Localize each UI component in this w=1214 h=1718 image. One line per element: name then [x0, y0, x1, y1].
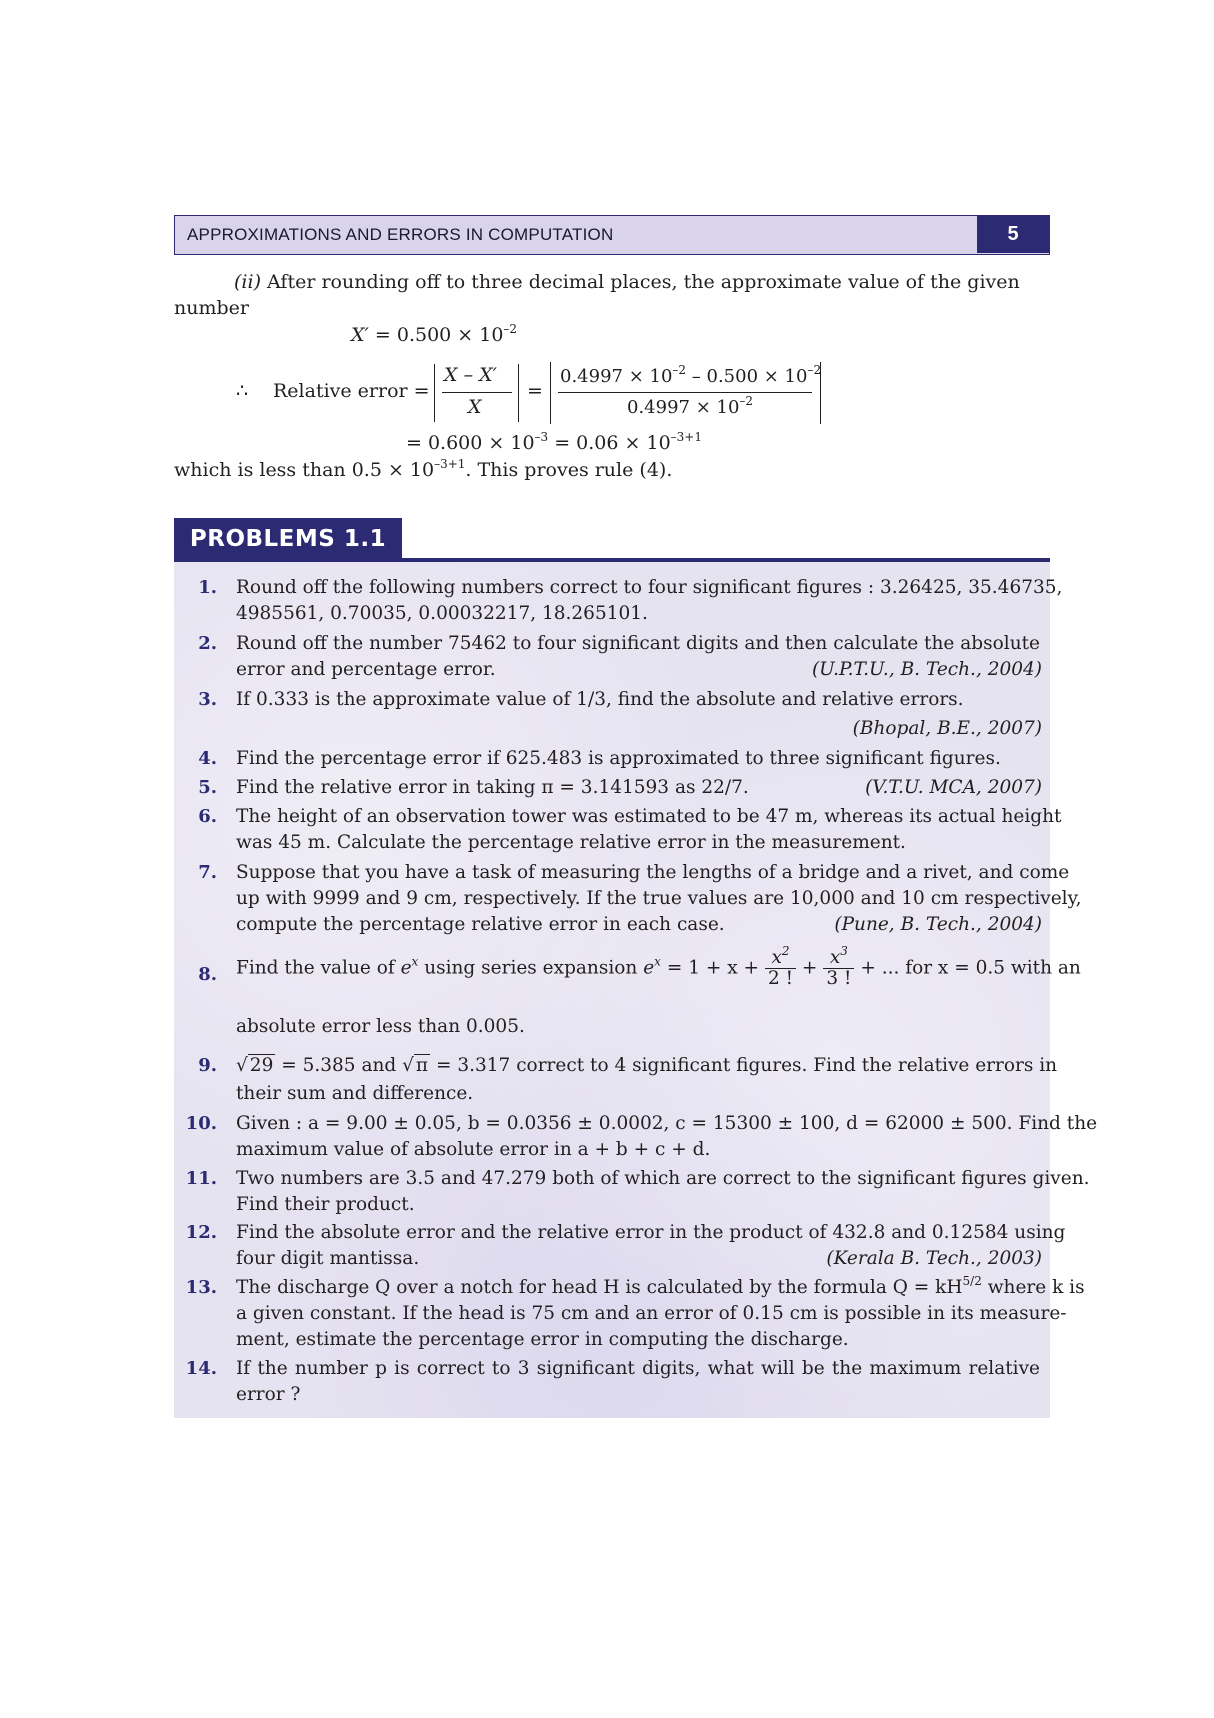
page-number: 5: [977, 216, 1049, 253]
abs-bar-right-1: [518, 364, 519, 422]
problem-10-line-1: Given : a = 9.00 ± 0.05, b = 0.0356 ± 0.0002, c = 15300 ± 100, d = 62000 ± 500. Find the: [236, 1113, 1098, 1134]
problem-2-line-1: Round off the number 75462 to four significant digits and then calculate the absolute: [236, 633, 1040, 654]
abs-bar-right-2: [820, 362, 821, 424]
sqrt-29: 29: [249, 1055, 274, 1076]
problem-12-number: 12.: [185, 1222, 217, 1243]
problem-12-line-1: Find the absolute error and the relative error in the product of 432.8 and 0.12584 using: [236, 1222, 1066, 1243]
problem-5-number: 5.: [198, 777, 217, 798]
problem-7-line-2: up with 9999 and 9 cm, respectively. If the true values are 10,000 and 10 cm respectively,: [236, 888, 1082, 909]
problem-1-line-1: Round off the following numbers correct to four significant figures : 3.26425, 35.46735,: [236, 577, 1063, 598]
fraction2-bar: [558, 392, 812, 393]
intro-line-1: (ii) After rounding off to three decimal places, the approximate value of the given: [234, 271, 1020, 293]
problem-3-number: 3.: [198, 689, 217, 710]
running-header: [174, 215, 1050, 255]
abs-bar-left-2: [550, 362, 551, 424]
problem-5-source: (V.T.U. MCA, 2007): [865, 777, 1042, 798]
problem-9-number: 9.: [198, 1055, 217, 1076]
therefore-symbol: ∴: [236, 380, 249, 402]
problem-2-line-2: error and percentage error.: [236, 659, 496, 680]
problem-2-source: (U.P.T.U., B. Tech., 2004): [811, 659, 1042, 680]
fraction1-numerator: X – X′: [444, 364, 497, 386]
problem-7-number: 7.: [198, 862, 217, 883]
abs-bar-left-1: [434, 364, 435, 422]
fraction1-denominator: X: [468, 396, 482, 418]
sqrt-pi: π: [415, 1055, 429, 1076]
problem-11-number: 11.: [185, 1168, 217, 1189]
problem-14-line-1: If the number p is correct to 3 significant digits, what will be the maximum relative: [236, 1358, 1040, 1379]
header-title: APPROXIMATIONS AND ERRORS IN COMPUTATION: [187, 225, 614, 244]
problem-10-line-2: maximum value of absolute error in a + b + c + d.: [236, 1139, 711, 1160]
problem-7-line-3: compute the percentage relative error in each case.: [236, 914, 725, 935]
series-fraction-x2: $\frac{x^2}{2 !}$: [765, 948, 796, 989]
problem-13-line-1: The discharge Q over a notch for head H is calculated by the formula $Q = kH^{5/2}$ where k is: [236, 1274, 1085, 1298]
intro-line-2: number: [174, 297, 249, 319]
problem-9-line-2: their sum and difference.: [236, 1083, 474, 1104]
problem-6-line-1: The height of an observation tower was estimated to be 47 m, whereas its actual height: [236, 806, 1062, 827]
relative-error-label: Relative error =: [273, 380, 430, 402]
result-equation: = $0.600 \times 10^{-3} = 0.06 \times 10^{-3+1}$: [406, 430, 702, 454]
problem-12-line-2: four digit mantissa.: [236, 1248, 420, 1269]
problems-heading-rule: [174, 558, 1050, 562]
problem-6-number: 6.: [198, 806, 217, 827]
fraction2-numerator: $0.4997 \times 10^{-2} - 0.500 \times 10^{-2}$: [560, 363, 822, 387]
problem-13-number: 13.: [185, 1277, 217, 1298]
problem-14-line-2: error ?: [236, 1384, 301, 1405]
fraction2-denominator: $0.4997 \times 10^{-2}$: [627, 394, 754, 418]
problem-6-line-2: was 45 m. Calculate the percentage relative error in the measurement.: [236, 832, 906, 853]
problem-13-line-2: a given constant. If the head is 75 cm and an error of 0.15 cm is possible in its measure-: [236, 1303, 1067, 1324]
conclusion-line: which is less than $0.5 \times 10^{-3+1}$. This proves rule (4).: [174, 457, 673, 481]
problem-8-line-2: absolute error less than 0.005.: [236, 1016, 525, 1037]
problem-2-number: 2.: [198, 633, 217, 654]
problem-7-source: (Pune, B. Tech., 2004): [834, 914, 1042, 935]
series-fraction-x3: $\frac{x^3}{3 !}$: [823, 948, 854, 989]
problem-12-source: (Kerala B. Tech., 2003): [826, 1248, 1042, 1269]
problem-3-source: (Bhopal, B.E., 2007): [852, 718, 1042, 739]
problem-4-number: 4.: [198, 748, 217, 769]
problems-heading: PROBLEMS 1.1: [174, 518, 402, 560]
fraction1-bar: [442, 392, 512, 393]
problem-3-line-1: If 0.333 is the approximate value of 1/3, find the absolute and relative errors.: [236, 689, 964, 710]
problem-14-number: 14.: [185, 1358, 217, 1379]
problem-10-number: 10.: [185, 1113, 217, 1134]
equals-sign: =: [527, 380, 543, 402]
xprime-equation: $X' = 0.500 \times 10^{-2}$: [351, 322, 518, 346]
problem-13-line-3: ment, estimate the percentage error in computing the discharge.: [236, 1329, 849, 1350]
problem-1-line-2: 4985561, 0.70035, 0.00032217, 18.265101.: [236, 603, 648, 624]
problem-8-number: 8.: [198, 964, 217, 985]
problem-5-line-1: Find the relative error in taking π = 3.141593 as 22/7.: [236, 777, 749, 798]
problem-11-line-1: Two numbers are 3.5 and 47.279 both of which are correct to the significant figures given.: [236, 1168, 1090, 1189]
problem-8-line-1: Find the value of $e^x$ using series expansion $e^x = 1 + x$ + $\frac{x^2}{2 !}$ + $\frac{x^3}{3 !}$ + ... for x = 0.5 with an: [236, 944, 1081, 989]
problem-11-line-2: Find their product.: [236, 1194, 415, 1215]
problem-7-line-1: Suppose that you have a task of measuring the lengths of a bridge and a rivet, and come: [236, 862, 1070, 883]
problem-1-number: 1.: [198, 577, 217, 598]
problem-9-line-1: √ 29 = 5.385 and √ π = 3.317 correct to 4 significant figures. Find the relative errors in: [236, 1055, 1058, 1076]
problem-4-line-1: Find the percentage error if 625.483 is approximated to three significant figures.: [236, 748, 1001, 769]
